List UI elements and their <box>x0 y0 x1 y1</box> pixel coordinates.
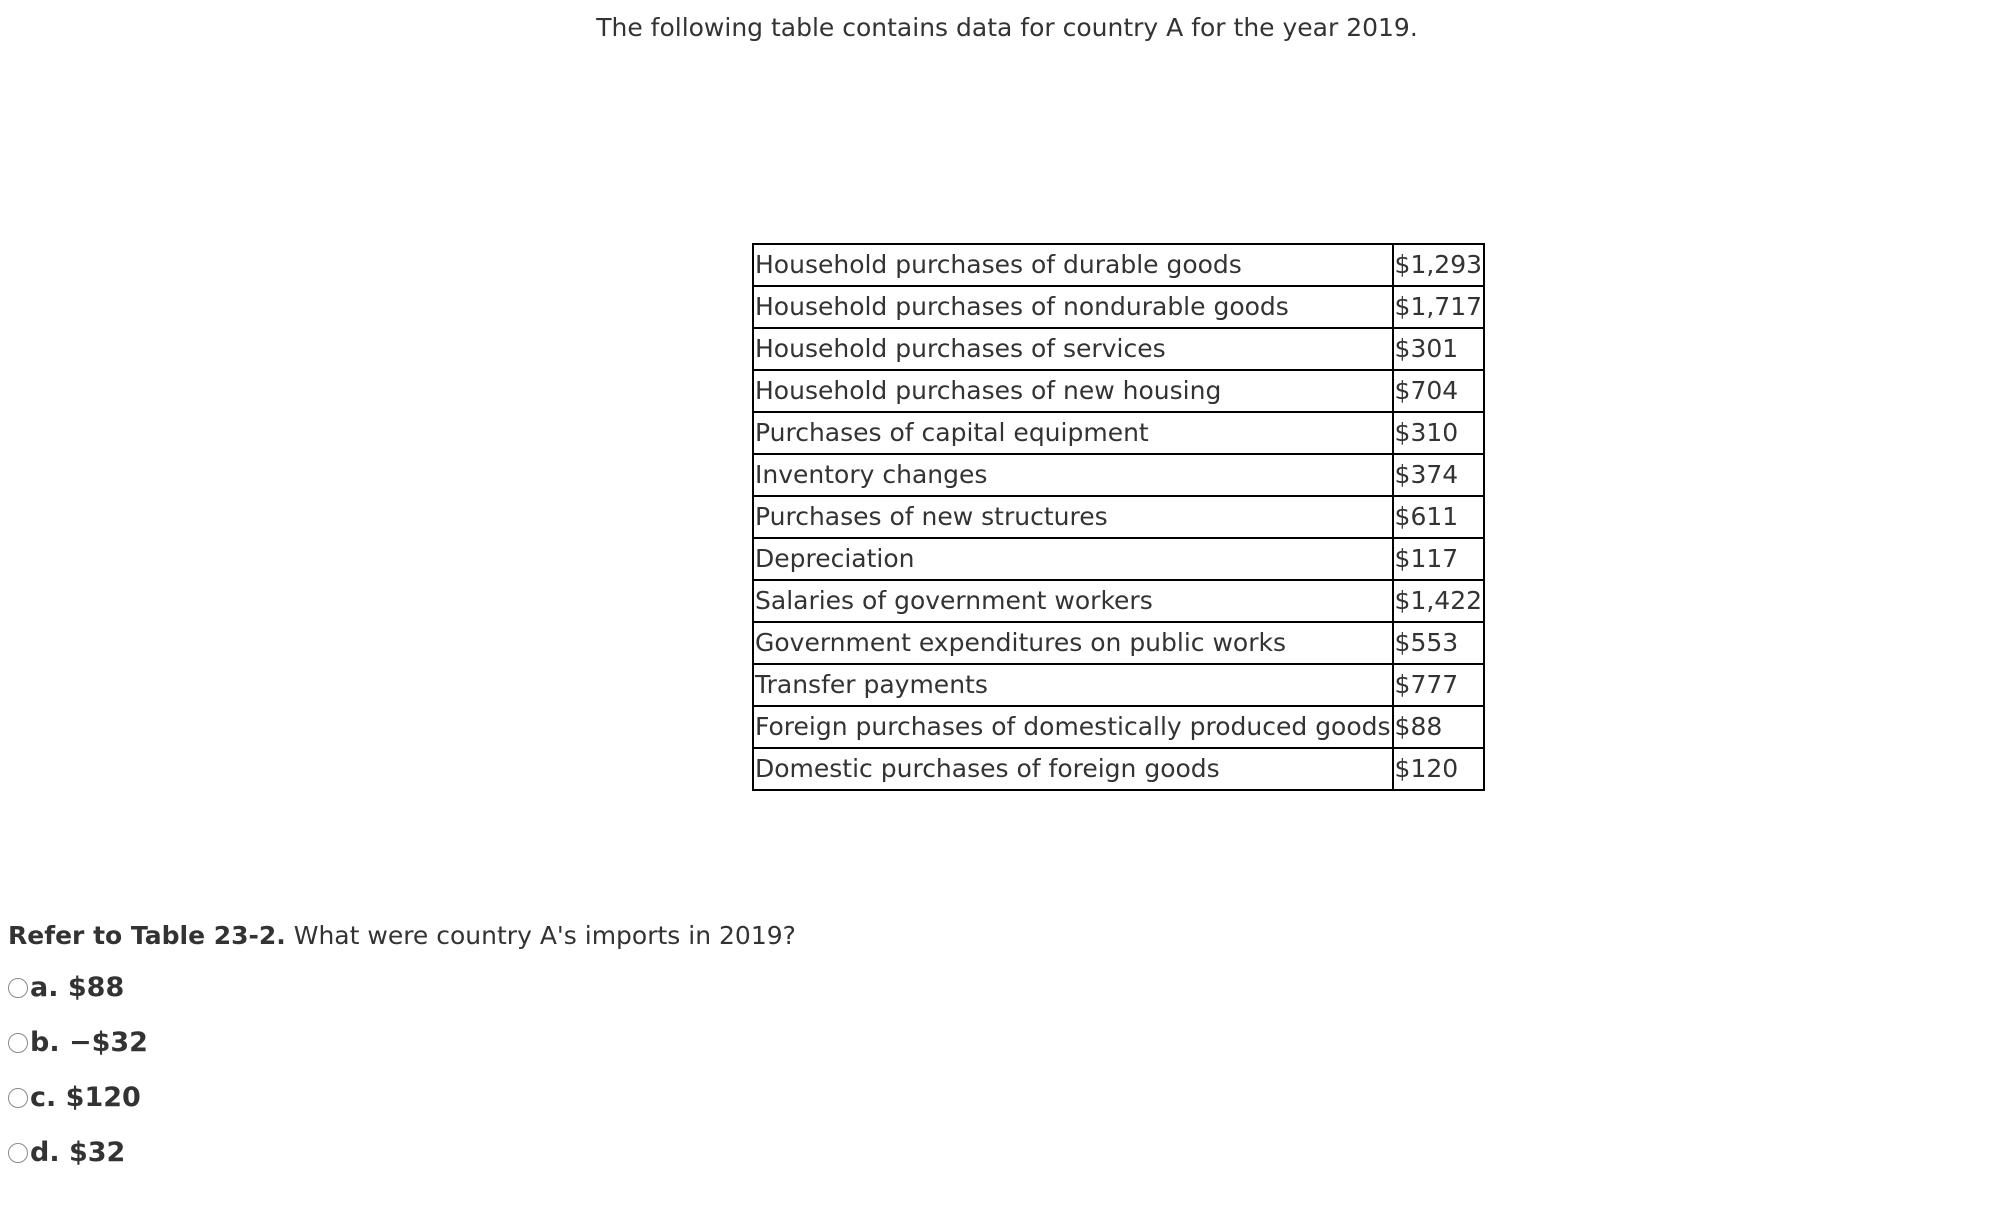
table-row <box>753 370 1484 412</box>
row-label: Household purchases of durable goods <box>753 244 1393 286</box>
table-row <box>753 706 1484 748</box>
radio-icon[interactable] <box>8 1033 28 1053</box>
table-row <box>753 580 1484 622</box>
option-c[interactable] <box>8 1070 148 1125</box>
table-row <box>753 454 1484 496</box>
row-value: $117 <box>1393 538 1484 580</box>
row-value: $1,293 <box>1393 244 1484 286</box>
table-row <box>753 286 1484 328</box>
row-value: $88 <box>1393 706 1484 748</box>
row-label: Inventory changes <box>753 454 1393 496</box>
row-value: $310 <box>1393 412 1484 454</box>
question-text <box>8 921 796 950</box>
row-label: Salaries of government workers <box>753 580 1393 622</box>
row-value: $374 <box>1393 454 1484 496</box>
row-label: Foreign purchases of domestically produced goods <box>753 706 1393 748</box>
option-label: b. −$32 <box>30 1027 148 1058</box>
row-label: Household purchases of nondurable goods <box>753 286 1393 328</box>
table-row <box>753 664 1484 706</box>
radio-icon[interactable] <box>8 1088 28 1108</box>
answer-options <box>8 960 148 1180</box>
radio-icon[interactable] <box>8 1143 28 1163</box>
row-label: Purchases of capital equipment <box>753 412 1393 454</box>
row-label: Household purchases of new housing <box>753 370 1393 412</box>
row-value: $1,422 <box>1393 580 1484 622</box>
row-value: $1,717 <box>1393 286 1484 328</box>
row-value: $553 <box>1393 622 1484 664</box>
radio-icon[interactable] <box>8 978 28 998</box>
table-row <box>753 748 1484 790</box>
option-d[interactable] <box>8 1125 148 1180</box>
row-label: Transfer payments <box>753 664 1393 706</box>
table-row <box>753 244 1484 286</box>
row-label: Purchases of new structures <box>753 496 1393 538</box>
row-label: Household purchases of services <box>753 328 1393 370</box>
question-body: What were country A's imports in 2019? <box>285 921 796 950</box>
data-table <box>752 243 1485 791</box>
option-b[interactable] <box>8 1015 148 1070</box>
row-label: Depreciation <box>753 538 1393 580</box>
intro-text: The following table contains data for country A for the year 2019. <box>596 13 1418 42</box>
option-label: c. $120 <box>30 1082 141 1113</box>
option-a[interactable] <box>8 960 148 1015</box>
row-value: $301 <box>1393 328 1484 370</box>
question-reference: Refer to Table 23-2. <box>8 921 286 950</box>
table-row <box>753 496 1484 538</box>
table-row <box>753 412 1484 454</box>
option-label: d. $32 <box>30 1137 126 1168</box>
table-row <box>753 622 1484 664</box>
row-label: Government expenditures on public works <box>753 622 1393 664</box>
row-value: $611 <box>1393 496 1484 538</box>
row-label: Domestic purchases of foreign goods <box>753 748 1393 790</box>
option-label: a. $88 <box>30 972 125 1003</box>
table-row <box>753 538 1484 580</box>
row-value: $777 <box>1393 664 1484 706</box>
row-value: $120 <box>1393 748 1484 790</box>
table-row <box>753 328 1484 370</box>
row-value: $704 <box>1393 370 1484 412</box>
